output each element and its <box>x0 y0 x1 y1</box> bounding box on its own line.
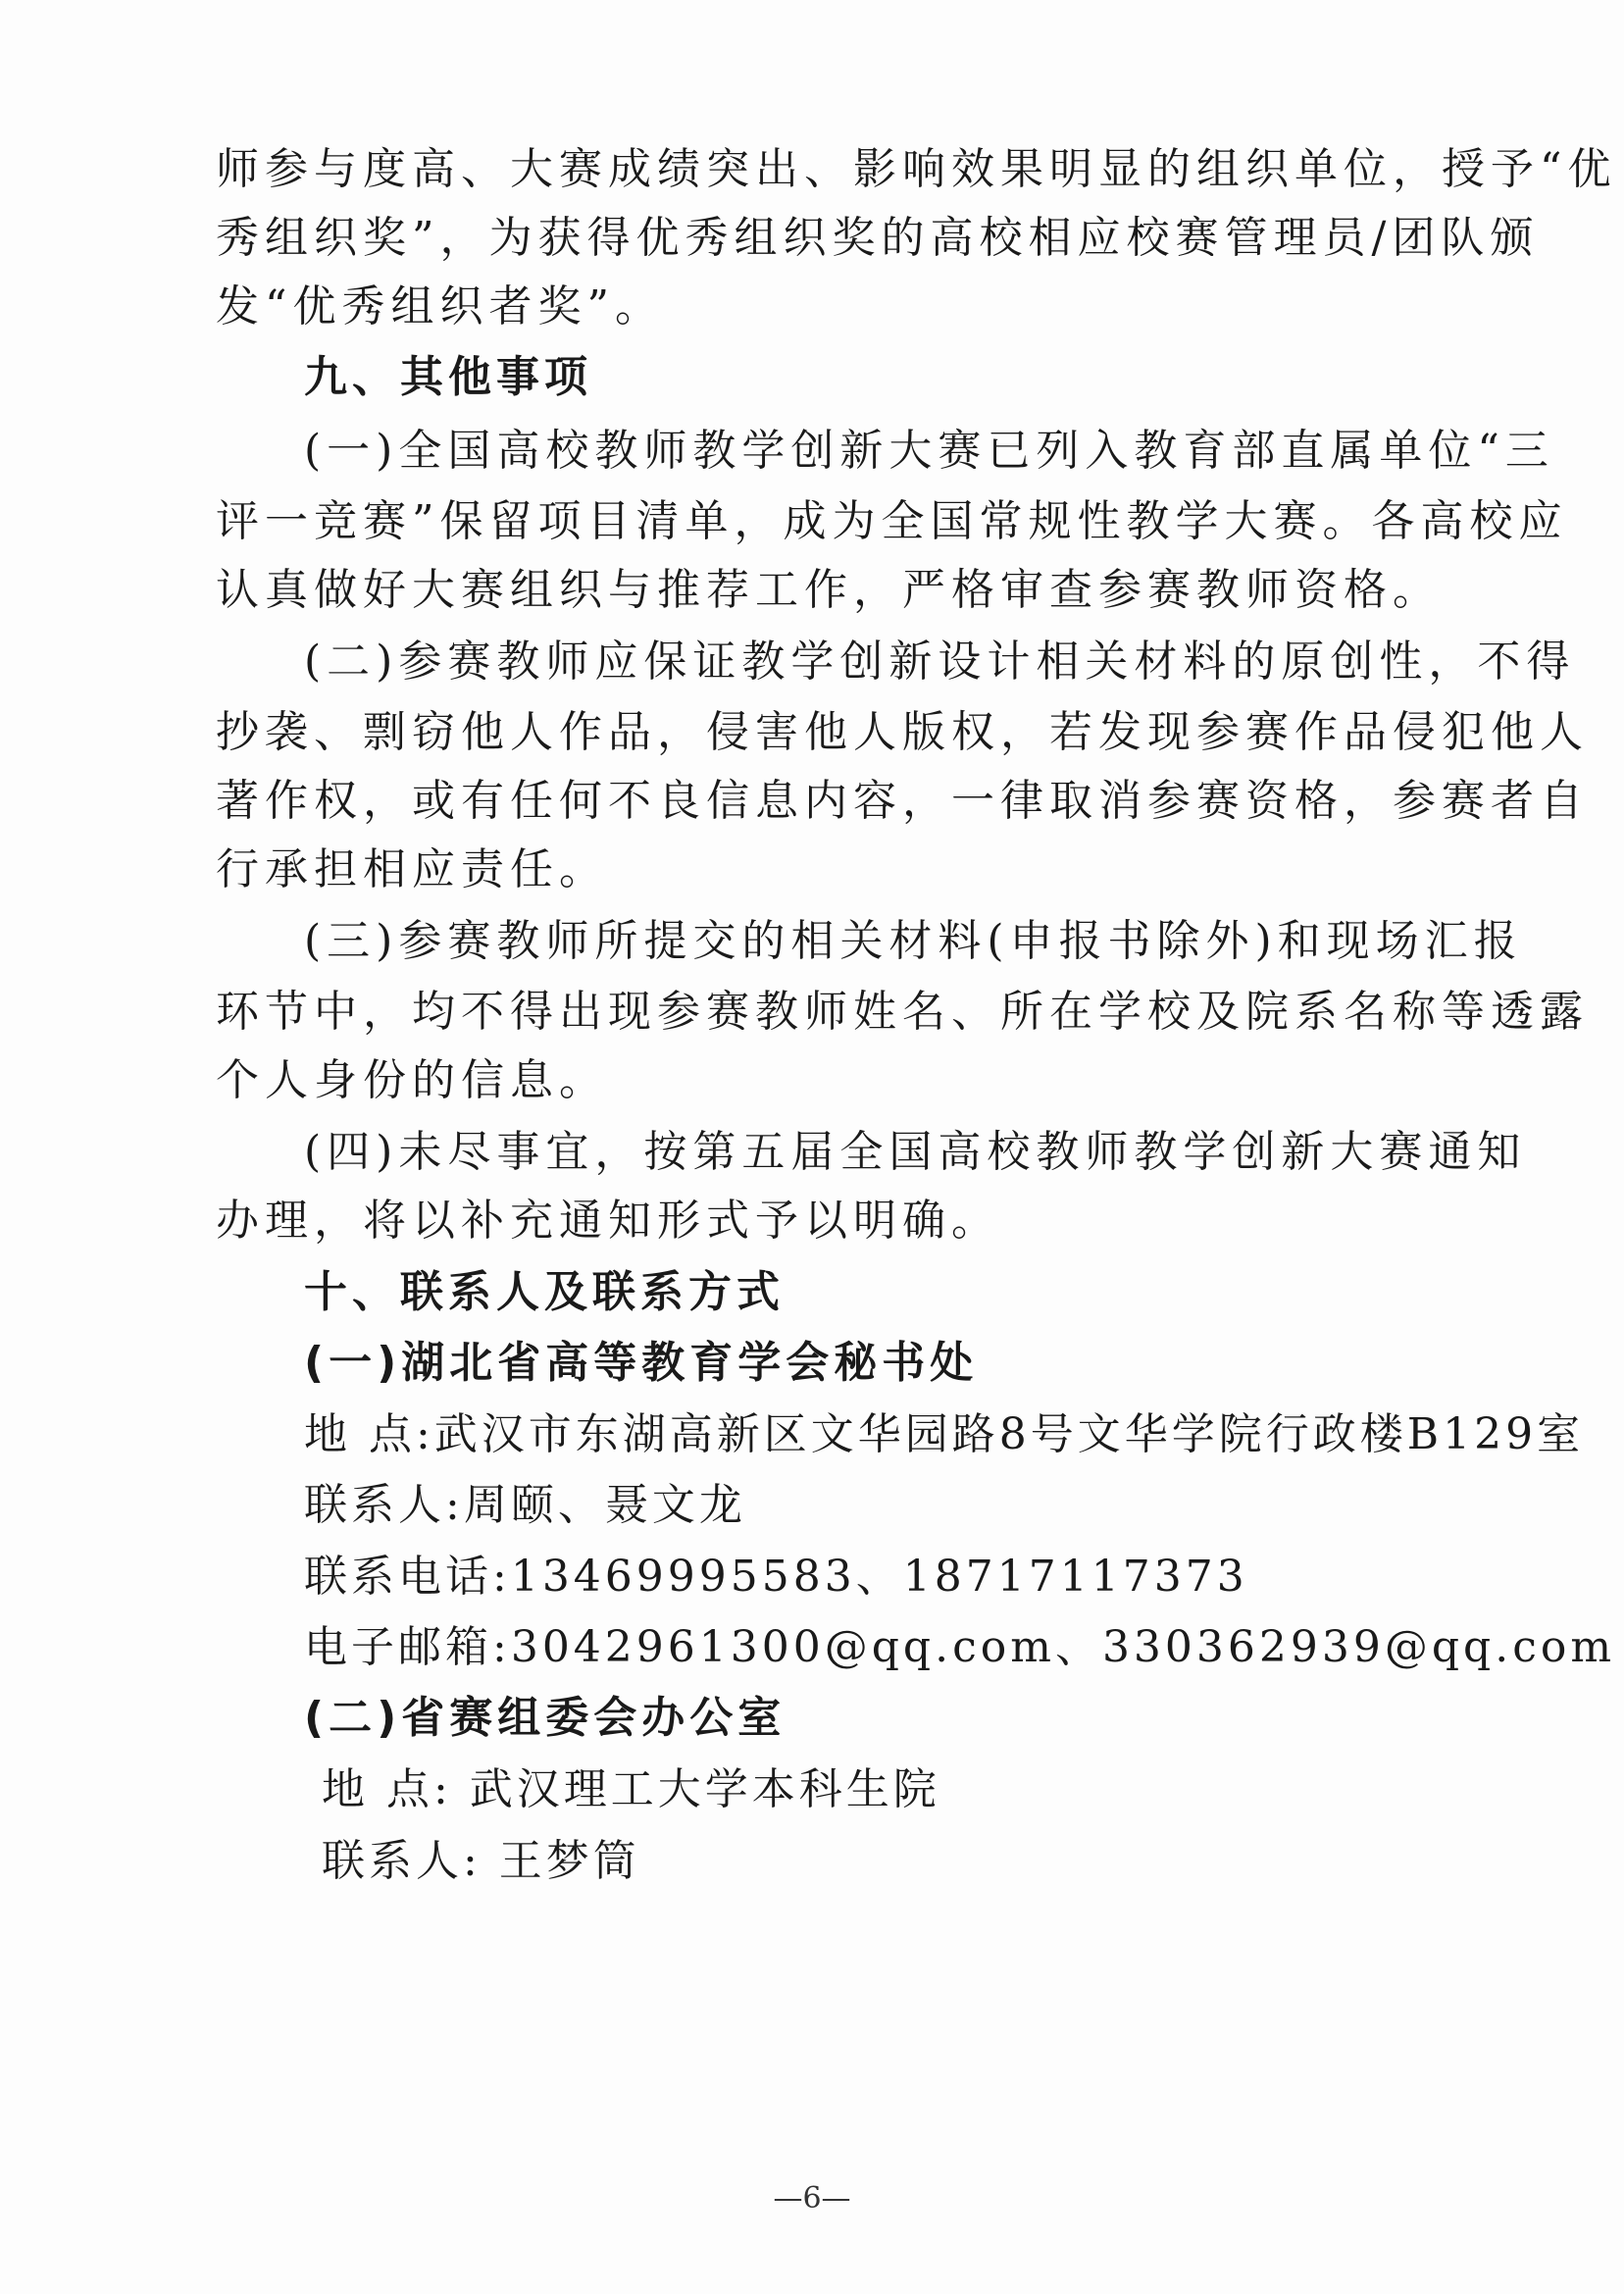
office-1-heading: (一)湖北省高等教育学会秘书处 <box>304 1338 979 1388</box>
office-1-contacts: 联系人:周颐、聂文龙 <box>304 1480 746 1530</box>
section-9-item-1-line-2: 评一竞赛”保留项目清单，成为全国常规性教学大赛。各高校应 <box>216 496 1568 546</box>
page-number: —6— <box>773 2181 851 2216</box>
section-9-item-4-line-2: 办理，将以补充通知形式予以明确。 <box>216 1196 1000 1246</box>
section-9-item-3-line-1: (三)参赛教师所提交的相关材料(申报书除外)和现场汇报 <box>304 916 1523 966</box>
paragraph-awards-line-1: 师参与度高、大赛成绩突出、影响效果明显的组织单位，授予“优 <box>216 144 1617 194</box>
section-9-item-2-line-4: 行承担相应责任。 <box>216 844 608 894</box>
office-2-heading: (二)省赛组委会办公室 <box>304 1693 787 1743</box>
section-9-heading: 九、其他事项 <box>304 352 592 402</box>
section-9-item-2-line-2: 抄袭、剽窃他人作品，侵害他人版权，若发现参赛作品侵犯他人 <box>216 707 1589 757</box>
section-10-heading: 十、联系人及联系方式 <box>304 1267 785 1317</box>
office-1-email: 电子邮箱:3042961300@qq.com、330362939@qq.com <box>304 1622 1616 1672</box>
section-9-item-3-line-3: 个人身份的信息。 <box>216 1055 608 1105</box>
office-2-contacts: 联系人: 王梦筒 <box>322 1836 640 1886</box>
section-9-item-1-line-1: (一)全国高校教师教学创新大赛已列入教育部直属单位“三 <box>304 426 1554 476</box>
office-1-address: 地 点:武汉市东湖高新区文华园路8号文华学院行政楼B129室 <box>304 1409 1585 1459</box>
paragraph-awards-line-3: 发“优秀组织者奖”。 <box>216 281 664 331</box>
section-9-item-4-line-1: (四)未尽事宜，按第五届全国高校教师教学创新大赛通知 <box>304 1127 1527 1177</box>
office-1-phone: 联系电话:13469995583、18717117373 <box>304 1552 1248 1602</box>
section-9-item-1-line-3: 认真做好大赛组织与推荐工作，严格审查参赛教师资格。 <box>216 565 1442 615</box>
section-9-item-3-line-2: 环节中，均不得出现参赛教师姓名、所在学校及院系名称等透露 <box>216 987 1589 1037</box>
section-9-item-2-line-1: (二)参赛教师应保证教学创新设计相关材料的原创性，不得 <box>304 637 1576 687</box>
office-2-address: 地 点: 武汉理工大学本科生院 <box>322 1764 940 1814</box>
section-9-item-2-line-3: 著作权，或有任何不良信息内容，一律取消参赛资格，参赛者自 <box>216 776 1589 826</box>
paragraph-awards-line-2: 秀组织奖”，为获得优秀组织奖的高校相应校赛管理员/团队颁 <box>216 213 1540 263</box>
